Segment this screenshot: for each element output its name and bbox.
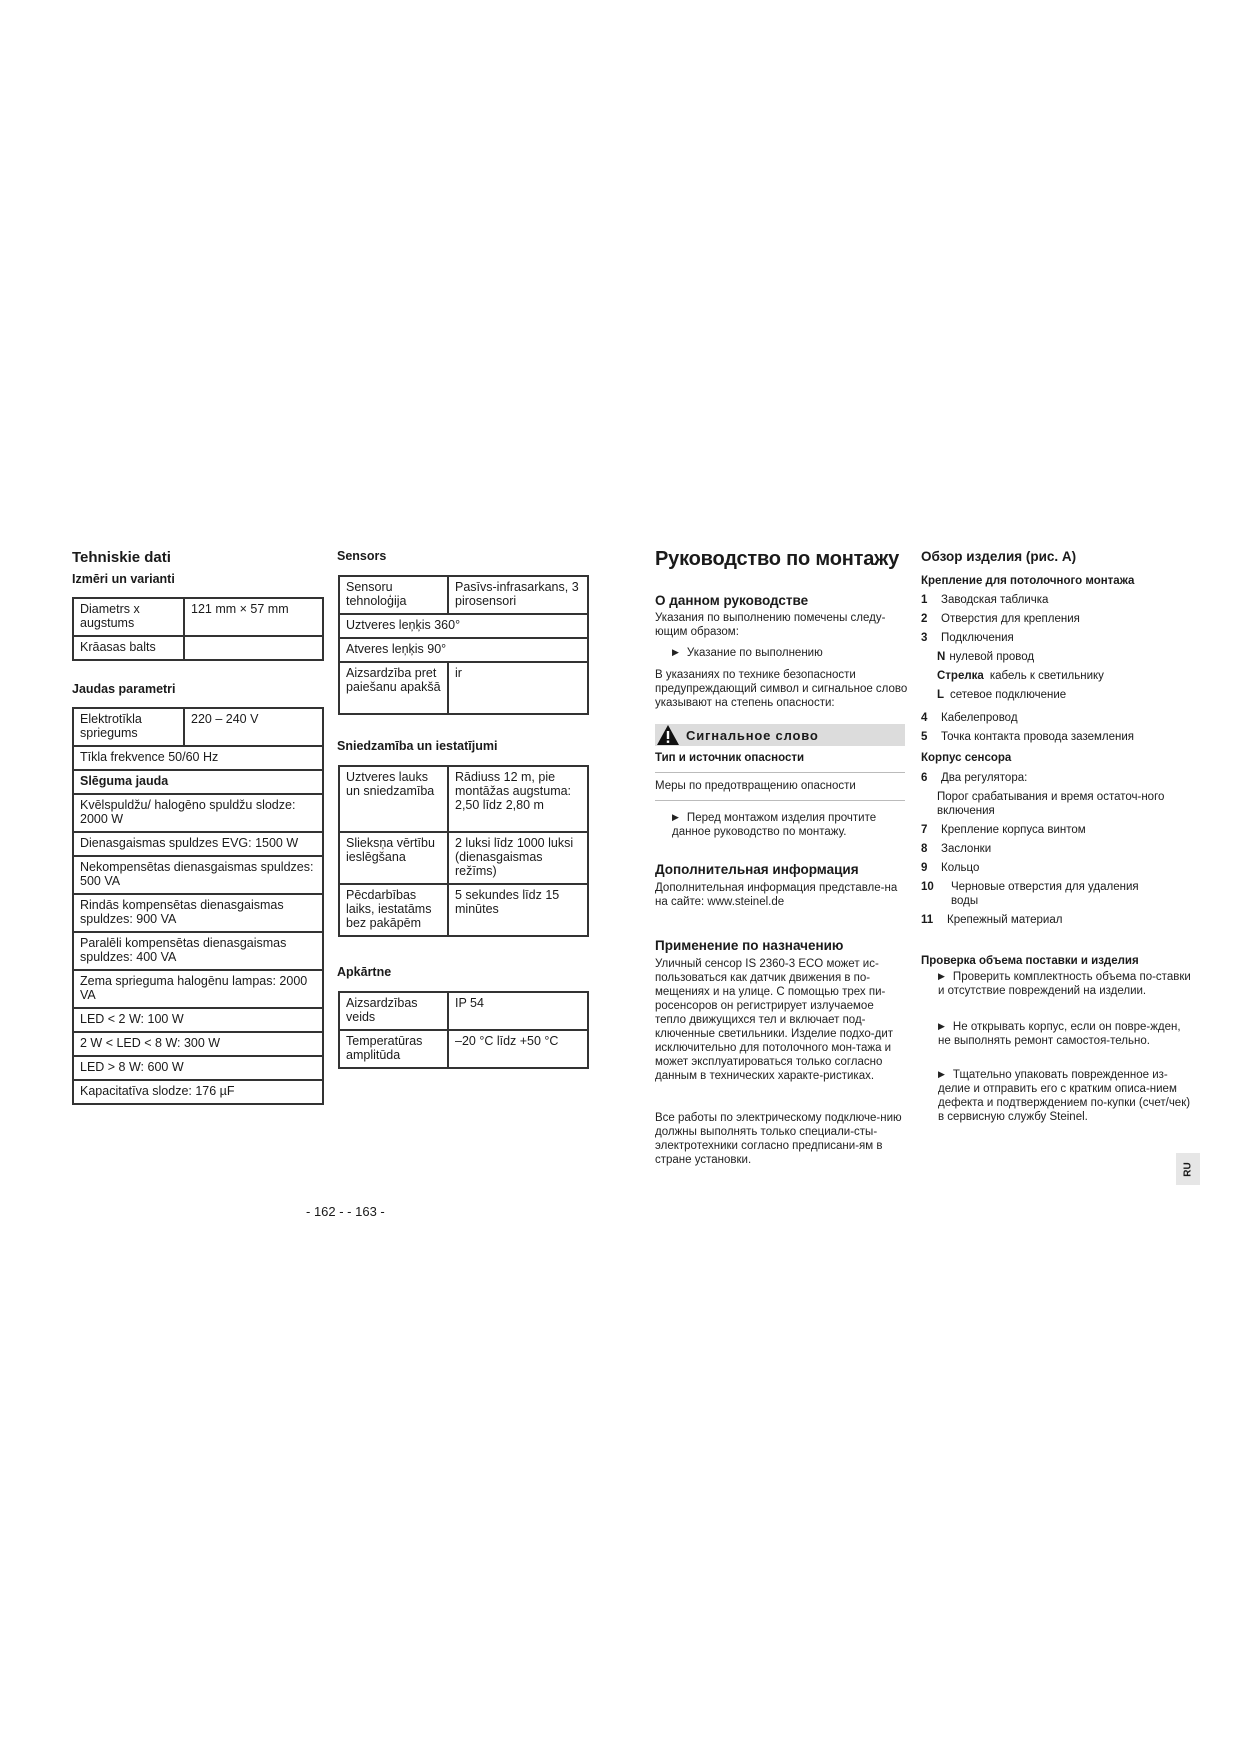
list-item: 9 Кольцо [921,862,980,874]
table-row [73,894,323,932]
list-item [921,688,1191,702]
range-label: Slieksņa vērtību ieslēgšana [339,832,448,884]
color-label: Krāasas balts [73,636,184,660]
list-item: 6 Два регулятора: [921,772,1028,784]
env-value: –20 °C līdz +50 °C [448,1030,588,1068]
about-bullet: ▶ Указание по выполнению [672,646,908,660]
range-label: Uztveres lauks un sniedzamība [339,766,448,832]
list-item [921,790,1167,818]
env-table [338,991,589,1069]
page-numbers: - 162 - - 163 - [306,1204,385,1219]
signal-word: Сигнальное слово [686,728,819,743]
usage-text: Уличный сенсор IS 2360-3 ECO может ис-пользоваться как датчик движения в по-мещениях и на улице. С помощью трех пи-росенсоров он регистрирует излучаемое тепло движущихся тел и включает под-ключенные светильники. Изделие подхо-дит исключительно для потолочного мон-тажа и может эксплуатироваться только согласно данным в технических характе-ристиках. [655,958,894,1082]
list-item-label: Крепежный материал [947,914,1063,926]
list-item-label: Черновые отверстия для удаления воды [951,881,1139,907]
about-heading: О данном руководстве [655,593,809,608]
sensors-heading: Sensors [337,549,387,563]
list-item-key: N [937,651,946,663]
table-row [73,1008,323,1032]
check-bullet: ▶ Не открывать корпус, если он повре-жден, не выполнять ремонт самостоя-тельно. [938,1020,1193,1048]
table-row [73,1056,323,1080]
info-text: Дополнительная информация представле-на на сайте: www.steinel.de [655,882,898,908]
env-value: IP 54 [448,992,588,1030]
check-heading: Проверка объема поставки и изделия [921,955,1139,967]
table-row [73,770,323,794]
dims-value: 121 mm × 57 mm [184,598,323,636]
list-item-label: Заводская табличка [941,594,1049,606]
power-row: Zema sprieguma halogēnu lampas: 2000 VA [73,970,323,1008]
overview-list-mount [921,593,1191,749]
list-item-label: Заслонки [941,843,992,855]
hazard-measures: Меры по предотвращению опасности [655,780,856,792]
voltage-value: 220 – 240 V [184,708,323,746]
env-label: Temperatūras amplitūda [339,1030,448,1068]
about-text: Указания по выполнению помечены следу-ющим образом: [655,612,886,638]
power-row: Dienasgaismas spuldzes EVG: 1500 W [73,832,323,856]
table-row [339,884,588,936]
power-heading: Jaudas parametri [72,682,176,696]
color-value [184,636,323,660]
range-value: 5 sekundes līdz 15 minūtes [448,884,588,936]
list-item-label: Крепление корпуса винтом [941,824,1086,836]
table-row [339,614,588,638]
table-row [73,1080,323,1104]
overview-list-body [921,771,1191,932]
detection-angle-cell: Uztveres leņķis 360° [339,614,588,638]
usage-text-2: Все работы по электрическому подключе-нию должны выполнять только специали-сты-электротехники согласно предписани-ям в стране установки. [655,1112,902,1166]
list-item-label: Порог срабатывания и время остаточ-ного включения [937,791,1165,817]
env-label: Aizsardzības veids [339,992,448,1030]
usage-heading: Применение по назначению [655,938,844,953]
hazard-type: Тип и источник опасности [655,752,805,764]
list-item: 7 Крепление корпуса винтом [921,824,1086,836]
safety-text: В указаниях по технике безопасности предупреждающий символ и сигнальное слово указывают на степень опасности: [655,669,908,709]
power-row: 2 W < LED < 8 W: 300 W [73,1032,323,1056]
list-item-label: кабель к светильнику [989,670,1104,682]
power-row: Rindās kompensētas dienasgaismas spuldzes: 900 VA [73,894,323,932]
dims-table [72,597,324,661]
table-row [339,832,588,884]
list-item-label: Точка контакта провода заземления [941,731,1135,743]
sensor-tech-value: Pasīvs-infrasarkans, 3 pirosensori [448,576,588,614]
table-row [73,746,323,770]
list-item: 4 Кабелепровод [921,712,1018,724]
table-row [339,576,588,614]
list-item-label: сетевое подключение [950,689,1067,701]
table-row [339,662,588,714]
power-row: Kvēlspuldžu/ halogēno spuldžu slodze: 2000 W [73,794,323,832]
range-label: Pēcdarbības laiks, iestatāms bez pakāpēm [339,884,448,936]
list-item-label: Кольцо [941,862,980,874]
list-item-key: Стрелка [937,670,984,682]
creep-protection-label: Aizsardzība pret paiešanu apakšā [339,662,448,714]
list-item-label: нулевой провод [949,651,1035,663]
list-item: 1 Заводская табличка [921,594,1049,606]
dims-label: Diametrs x augstums [73,598,184,636]
list-item: 8 Заслонки [921,843,992,855]
voltage-label: Elektrotīkla spriegums [73,708,184,746]
mount-heading: Крепление для потолочного монтажа [921,575,1135,587]
power-row: LED > 8 W: 600 W [73,1056,323,1080]
sensors-table [338,575,589,715]
dims-heading: Izmēri un varianti [72,572,175,586]
list-item [921,650,1191,664]
table-row [73,832,323,856]
divider [655,772,905,773]
table-row [73,794,323,832]
overview-heading: Обзор изделия (рис. A) [921,549,1077,564]
table-row [339,992,588,1030]
list-item-label: Подключения [941,632,1014,644]
list-item: 5 Точка контакта провода заземления [921,731,1135,743]
read-manual-bullet: ▶ Перед монтажом изделия прочтите данное руководство по монтажу. [672,811,908,839]
list-item: 11 Крепежный материал [921,914,1063,926]
table-row [73,932,323,970]
list-item-label: Кабелепровод [941,712,1018,724]
range-value: 2 luksi līdz 1000 luksi (dienasgaismas režīms) [448,832,588,884]
list-item-key: L [937,689,945,701]
sensor-body-heading: Корпус сенсора [921,752,1012,764]
switch-power-heading: Slēguma jauda [73,770,323,794]
check-bullet: ▶ Проверить комплектность объема по-ставки и отсутствие повреждений на изделии. [938,970,1193,998]
list-item [921,669,1191,683]
check-bullet: ▶ Тщательно упаковать поврежденное из-делие и отправить его с кратким описа-нием дефекта и подтверждением по-купки (счет/чек) в сервисную службу Steinel. [938,1068,1193,1124]
table-row [73,708,323,746]
warning-icon [656,724,680,746]
table-row [73,856,323,894]
power-row: Kapacitatīva slodze: 176 µF [73,1080,323,1104]
range-value: Rādiuss 12 m, pie montāžas augstuma: 2,50 līdz 2,80 m [448,766,588,832]
frequency-cell: Tīkla frekvence 50/60 Hz [73,746,323,770]
list-item: 3 Подключения [921,632,1014,644]
list-item-label: Отверстия для крепления [941,613,1080,625]
info-heading: Дополнительная информация [655,862,859,877]
power-row: Nekompensētas dienasgaismas spuldzes: 500 VA [73,856,323,894]
list-item: 2 Отверстия для крепления [921,613,1080,625]
power-row: Paralēli kompensētas dienasgaismas spuldzes: 400 VA [73,932,323,970]
table-row [73,598,323,636]
power-row: LED < 2 W: 100 W [73,1008,323,1032]
creep-protection-value: ir [448,662,588,714]
list-item: 10 Черновые отверстия для удаления воды [921,880,1191,908]
table-row [339,638,588,662]
range-table [338,765,589,937]
table-row [339,1030,588,1068]
env-heading: Apkārtne [337,965,392,979]
table-row [73,636,323,660]
list-item-label: Два регулятора: [941,772,1028,784]
divider [655,800,905,801]
range-heading: Sniedzamība un iestatījumi [337,739,498,753]
sensor-tech-label: Sensoru tehnoloģija [339,576,448,614]
table-row [73,970,323,1008]
language-tab [1176,1153,1200,1185]
opening-angle-cell: Atveres leņķis 90° [339,638,588,662]
table-row [73,1032,323,1056]
language-tab-label: RU [1182,1161,1194,1177]
page-title-ru: Руководство по монтажу [655,548,900,570]
table-row [339,766,588,832]
power-table [72,707,324,1105]
page-title-lv: Tehniskie dati [72,549,171,566]
